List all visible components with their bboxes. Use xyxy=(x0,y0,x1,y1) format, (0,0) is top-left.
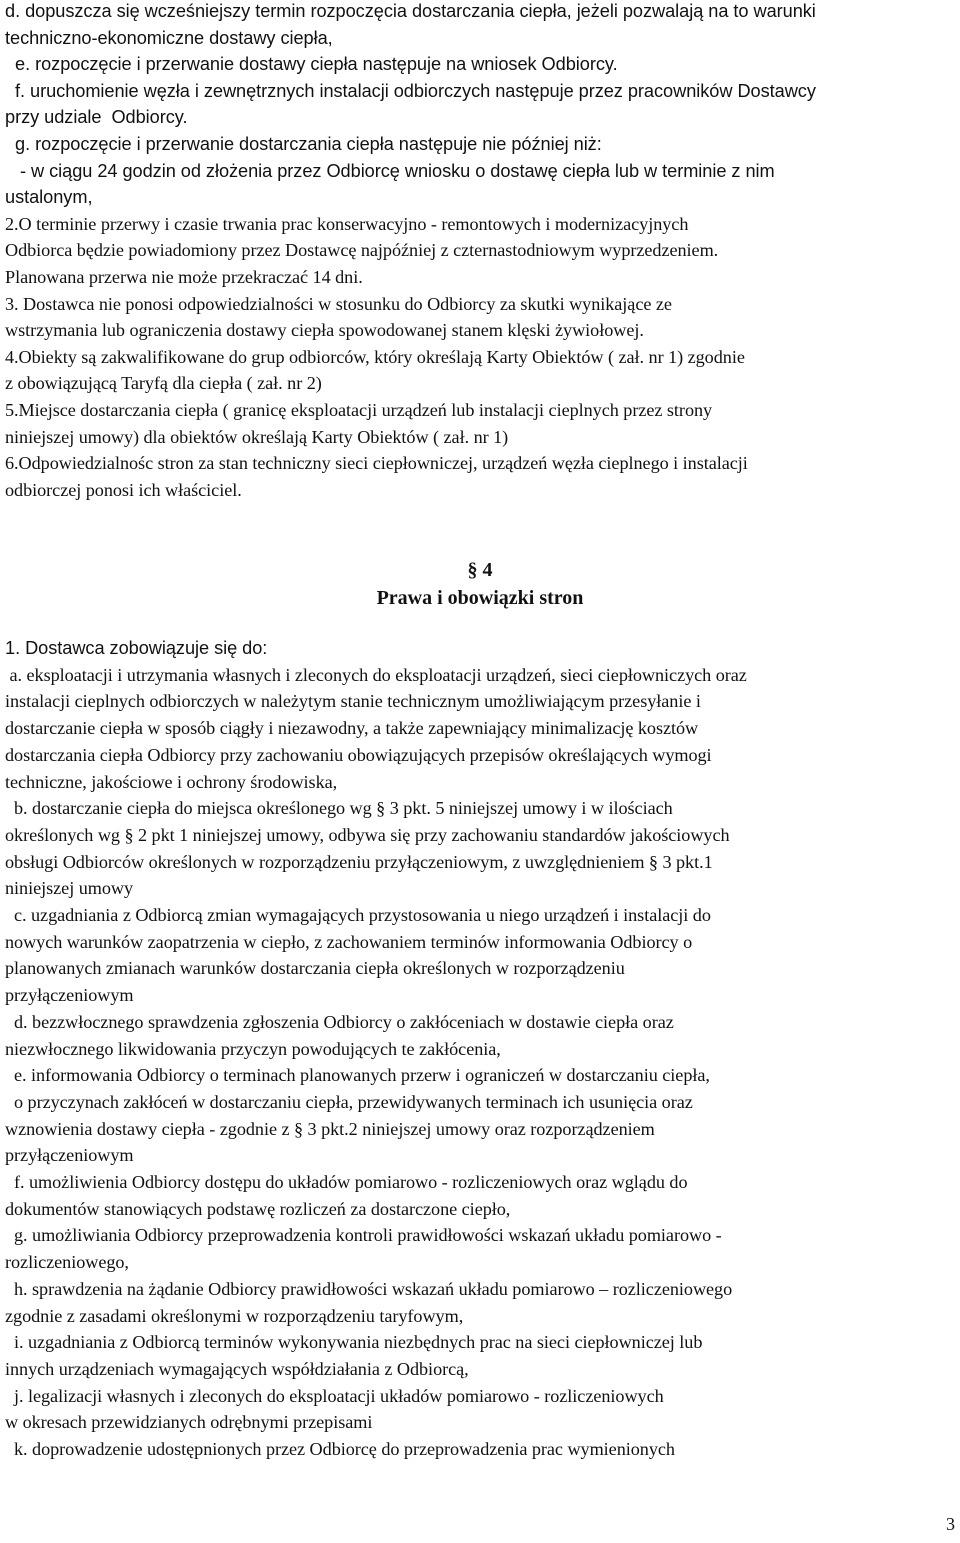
body-line: g. umożliwiania Odbiorcy przeprowadzenia kontroli prawidłowości wskazań układu pomiarowo - xyxy=(5,1225,722,1246)
intro-line: wstrzymania lub ograniczenia dostawy ciepła spowodowanej stanem klęski żywiołowej. xyxy=(5,320,644,341)
body-line: innych urządzeniach wymagających współdziałania z Odbiorcą, xyxy=(5,1358,469,1379)
intro-line: niniejszej umowy) dla obiektów określają Karty Obiektów ( zał. nr 1) xyxy=(5,426,509,447)
intro-line: g. rozpoczęcie i przerwanie dostarczania ciepła następuje nie później niż: xyxy=(5,134,602,154)
body-line: określonych wg § 2 pkt 1 niniejszej umowy, odbywa się przy zachowaniu standardów jakościowych xyxy=(5,824,730,845)
intro-line: d. dopuszcza się wcześniejszy termin rozpoczęcia dostarczania ciepła, jeżeli pozwalają na to warunki xyxy=(5,1,816,21)
body-line: 1. Dostawca zobowiązuje się do: xyxy=(5,638,268,658)
intro-line: f. uruchomienie węzła i zewnętrznych instalacji odbiorczych następuje przez pracowników Dostawcy xyxy=(5,80,816,101)
intro-line: z obowiązującą Taryfą dla ciepła ( zał. nr 2) xyxy=(5,373,322,394)
intro-line: 5.Miejsce dostarczania ciepła ( granicę eksploatacji urządzeń lub instalacji cieplnych przez strony xyxy=(5,400,713,420)
body-line: b. dostarczanie ciepła do miejsca określonego wg § 3 pkt. 5 niniejszej umowy i w ilościach xyxy=(5,798,673,819)
body-line: c. uzgadniania z Odbiorcą zmian wymagających przystosowania u niego urządzeń i instalacji do xyxy=(5,905,711,925)
document-page xyxy=(5,0,955,1543)
intro-line: 6.Odpowiedzialnośc stron za stan techniczny sieci ciepłowniczej, urządzeń węzła cieplnego i instalacji xyxy=(5,453,748,474)
body-line: nowych warunków zaopatrzenia w ciepło, z zachowaniem terminów informowania Odbiorcy o xyxy=(5,931,693,952)
body-line: wznowienia dostawy ciepła - zgodnie z § 3 pkt.2 niniejszej umowy oraz rozporządzeniem xyxy=(5,1118,655,1139)
body-line: przyłączeniowym xyxy=(5,985,134,1006)
intro-line: 3. Dostawca nie ponosi odpowiedzialności w stosunku do Odbiorcy za skutki wynikające ze xyxy=(5,293,672,314)
intro-line: przy udziale Odbiorcy. xyxy=(5,107,188,128)
body-line: przyłączeniowym xyxy=(5,1145,134,1166)
intro-line: techniczno-ekonomiczne dostawy ciepła, xyxy=(5,27,333,48)
body-line: k. doprowadzenie udostępnionych przez Odbiorcę do przeprowadzenia prac wymienionych xyxy=(5,1439,675,1459)
body-line: dokumentów stanowiących podstawę rozliczeń za dostarczone ciepło, xyxy=(5,1198,511,1219)
body-line: techniczne, jakościowe i ochrony środowiska, xyxy=(5,771,338,792)
page-number: 3 xyxy=(946,1514,955,1534)
body-line: f. umożliwienia Odbiorcy dostępu do układów pomiarowo - rozliczeniowych oraz wglądu do xyxy=(5,1172,688,1192)
body-line: o przyczynach zakłóceń w dostarczaniu ciepła, przewidywanych terminach ich usunięcia oraz xyxy=(5,1091,693,1112)
section-title: Prawa i obowiązki stron xyxy=(376,587,584,609)
body-line: i. uzgadniania z Odbiorcą terminów wykonywania niezbędnych prac na sieci ciepłowniczej lub xyxy=(5,1332,703,1353)
body-line: a. eksploatacji i utrzymania własnych i zleconych do eksploatacji urządzeń, sieci ciepłowniczych oraz xyxy=(5,664,747,685)
intro-line: 2.O terminie przerwy i czasie trwania prac konserwacyjno - remontowych i modernizacyjnych xyxy=(5,213,689,234)
intro-line: ustalonym, xyxy=(5,187,93,208)
body-line: instalacji cieplnych odbiorczych w należytym stanie technicznym umożliwiającym przesyłanie i xyxy=(5,691,701,712)
intro-line: Planowana przerwa nie może przekraczać 14 dni. xyxy=(5,267,363,287)
body-line: obsługi Odbiorców określonych w rozporządzeniu przyłączeniowym, z uwzględnieniem § 3 pkt.1 xyxy=(5,851,713,872)
body-line: rozliczeniowego, xyxy=(5,1252,129,1273)
body-line: dostarczania ciepła Odbiorcy przy zachowaniu obowiązujących przepisów określających wymogi xyxy=(5,744,712,765)
intro-line: 4.Obiekty są zakwalifikowane do grup odbiorców, który określają Karty Obiektów ( zał. nr 1) zgodnie xyxy=(5,346,745,367)
section-number: § 4 xyxy=(467,559,493,581)
body-line: h. sprawdzenia na żądanie Odbiorcy prawidłowości wskazań układu pomiarowo – rozliczeniowego xyxy=(5,1278,733,1299)
body-line: e. informowania Odbiorcy o terminach planowanych przerw i ograniczeń w dostarczaniu ciepła, xyxy=(5,1065,710,1086)
body-line: w okresach przewidzianych odrębnymi przepisami xyxy=(5,1412,373,1433)
body-line: planowanych zmianach warunków dostarczania ciepła określonych w rozporządzeniu xyxy=(5,958,625,979)
intro-line: - w ciągu 24 godzin od złożenia przez Odbiorcę wniosku o dostawę ciepła lub w terminie z nim xyxy=(5,160,775,181)
intro-line: odbiorczej ponosi ich właściciel. xyxy=(5,479,242,500)
body-line: niezwłocznego likwidowania przyczyn powodujących te zakłócenia, xyxy=(5,1038,501,1059)
intro-line: e. rozpoczęcie i przerwanie dostawy ciepła następuje na wniosek Odbiorcy. xyxy=(5,54,618,75)
body-line: niniejszej umowy xyxy=(5,878,134,899)
body-line: d. bezzwłocznego sprawdzenia zgłoszenia Odbiorcy o zakłóceniach w dostawie ciepła oraz xyxy=(5,1011,674,1032)
body-line: j. legalizacji własnych i zleconych do eksploatacji układów pomiarowo - rozliczeniowych xyxy=(5,1385,664,1406)
body-line: zgodnie z zasadami określonymi w rozporządzeniu taryfowym, xyxy=(5,1305,464,1326)
body-line: dostarczanie ciepła w sposób ciągły i niezawodny, a także zapewniający minimalizację kosztów xyxy=(5,718,699,739)
intro-line: Odbiorca będzie powiadomiony przez Dostawcę najpóźniej z czternastodniowym wyprzedzeniem. xyxy=(5,240,719,261)
